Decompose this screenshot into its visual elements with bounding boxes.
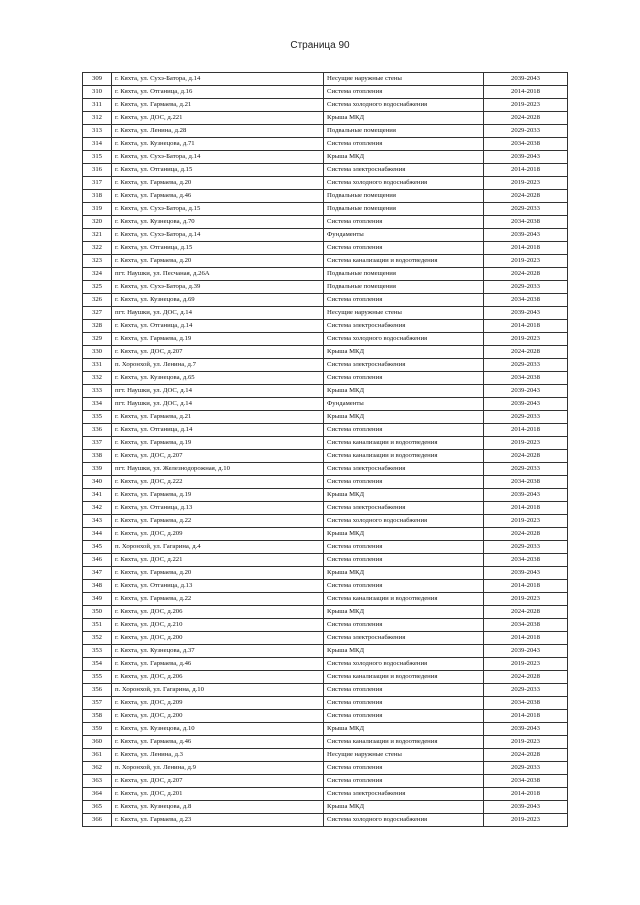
address-cell: г. Кяхта, ул. Гармаева, д.19 (112, 489, 324, 502)
table-row (83, 294, 568, 307)
row-number-cell: 362 (83, 762, 112, 775)
address-cell: пгт. Наушки, ул. ДОС, д.14 (112, 385, 324, 398)
structural-element-cell: Система электроснабжения (324, 320, 484, 333)
address-cell: г. Кяхта, ул. Кузнецова, д.71 (112, 138, 324, 151)
address-cell: г. Кяхта, ул. Гармаева, д.19 (112, 437, 324, 450)
repair-period-cell: 2014-2018 (484, 580, 568, 593)
table-row (83, 593, 568, 606)
repair-period-cell: 2014-2018 (484, 632, 568, 645)
page-title: Страница 90 (290, 40, 350, 51)
repair-period-cell: 2019-2023 (484, 333, 568, 346)
row-number-cell: 333 (83, 385, 112, 398)
structural-element-cell: Система отопления (324, 424, 484, 437)
row-number-cell: 318 (83, 190, 112, 203)
structural-element-cell: Система отопления (324, 775, 484, 788)
structural-element-cell: Система отопления (324, 86, 484, 99)
row-number-cell: 335 (83, 411, 112, 424)
row-number-cell: 325 (83, 281, 112, 294)
table-row (83, 229, 568, 242)
address-cell: г. Кяхта, ул. Гармаева, д.22 (112, 515, 324, 528)
row-number-cell: 337 (83, 437, 112, 450)
row-number-cell: 355 (83, 671, 112, 684)
address-cell: г. Кяхта, ул. ДОС, д.207 (112, 775, 324, 788)
table-row (83, 788, 568, 801)
address-cell: г. Кяхта, ул. Кузнецова, д.37 (112, 645, 324, 658)
address-cell: п. Хоронхой, ул. Гагарина, д.10 (112, 684, 324, 697)
table-row (83, 671, 568, 684)
row-number-cell: 359 (83, 723, 112, 736)
structural-element-cell: Система холодного водоснабжения (324, 333, 484, 346)
row-number-cell: 345 (83, 541, 112, 554)
repair-period-cell: 2019-2023 (484, 437, 568, 450)
structural-element-cell: Подвальные помещения (324, 268, 484, 281)
structural-element-cell: Система канализации и водоотведения (324, 593, 484, 606)
table-row (83, 619, 568, 632)
repair-period-cell: 2024-2028 (484, 346, 568, 359)
structural-element-cell: Система канализации и водоотведения (324, 736, 484, 749)
row-number-cell: 353 (83, 645, 112, 658)
address-cell: г. Кяхта, ул. ДОС, д.201 (112, 788, 324, 801)
address-cell: г. Кяхта, ул. Гармаева, д.46 (112, 736, 324, 749)
structural-element-cell: Система холодного водоснабжения (324, 814, 484, 827)
table-row (83, 99, 568, 112)
address-cell: г. Кяхта, ул. ДОС, д.209 (112, 528, 324, 541)
structural-element-cell: Система отопления (324, 762, 484, 775)
structural-element-cell: Система канализации и водоотведения (324, 671, 484, 684)
structural-element-cell: Система холодного водоснабжения (324, 99, 484, 112)
repair-period-cell: 2034-2038 (484, 554, 568, 567)
table-row (83, 307, 568, 320)
address-cell: г. Кяхта, ул. ДОС, д.207 (112, 450, 324, 463)
structural-element-cell: Система отопления (324, 138, 484, 151)
structural-element-cell: Крыша МКД (324, 723, 484, 736)
repair-period-cell: 2039-2043 (484, 151, 568, 164)
table-row (83, 398, 568, 411)
row-number-cell: 366 (83, 814, 112, 827)
row-number-cell: 338 (83, 450, 112, 463)
table-row (83, 151, 568, 164)
repair-period-cell: 2024-2028 (484, 112, 568, 125)
table-row (83, 489, 568, 502)
repair-period-cell: 2024-2028 (484, 528, 568, 541)
address-cell: п. Хоронхой, ул. Ленина, д.7 (112, 359, 324, 372)
table-row (83, 242, 568, 255)
address-cell: г. Кяхта, ул. ДОС, д.210 (112, 619, 324, 632)
address-cell: г. Кяхта, ул. Гармаева, д.21 (112, 99, 324, 112)
table-row (83, 372, 568, 385)
repair-period-cell: 2034-2038 (484, 476, 568, 489)
address-cell: г. Кяхта, ул. Гармаева, д.20 (112, 255, 324, 268)
repair-period-cell: 2029-2033 (484, 281, 568, 294)
structural-element-cell: Крыша МКД (324, 112, 484, 125)
address-cell: г. Кяхта, ул. ДОС, д.209 (112, 697, 324, 710)
address-cell: г. Кяхта, ул. Отганица, д.14 (112, 320, 324, 333)
address-cell: г. Кяхта, ул. Отганица, д.16 (112, 86, 324, 99)
row-number-cell: 354 (83, 658, 112, 671)
repair-period-cell: 2014-2018 (484, 788, 568, 801)
table-row (83, 775, 568, 788)
row-number-cell: 361 (83, 749, 112, 762)
table-row (83, 125, 568, 138)
structural-element-cell: Крыша МКД (324, 606, 484, 619)
table-row (83, 359, 568, 372)
repair-period-cell: 2024-2028 (484, 606, 568, 619)
table-row (83, 268, 568, 281)
repair-period-cell: 2024-2028 (484, 190, 568, 203)
structural-element-cell: Система отопления (324, 580, 484, 593)
table-row (83, 762, 568, 775)
row-number-cell: 350 (83, 606, 112, 619)
address-cell: г. Кяхта, ул. Кузнецова, д.70 (112, 216, 324, 229)
structural-element-cell: Система отопления (324, 684, 484, 697)
address-cell: г. Кяхта, ул. Гармаева, д.46 (112, 658, 324, 671)
structural-element-cell: Несущие наружные стены (324, 73, 484, 86)
address-cell: п. Хоронхой, ул. Гагарина, д.4 (112, 541, 324, 554)
row-number-cell: 313 (83, 125, 112, 138)
structural-element-cell: Несущие наружные стены (324, 307, 484, 320)
structural-element-cell: Система отопления (324, 697, 484, 710)
repair-period-cell: 2019-2023 (484, 593, 568, 606)
table-row (83, 684, 568, 697)
repair-period-cell: 2014-2018 (484, 710, 568, 723)
table-row (83, 281, 568, 294)
structural-element-cell: Система холодного водоснабжения (324, 515, 484, 528)
address-cell: г. Кяхта, ул. ДОС, д.206 (112, 671, 324, 684)
address-cell: п. Хоронхой, ул. Ленина, д.9 (112, 762, 324, 775)
repair-period-cell: 2039-2043 (484, 398, 568, 411)
table-row (83, 814, 568, 827)
repair-period-cell: 2029-2033 (484, 411, 568, 424)
address-cell: г. Кяхта, ул. Отганица, д.13 (112, 502, 324, 515)
structural-element-cell: Крыша МКД (324, 528, 484, 541)
structural-element-cell: Крыша МКД (324, 411, 484, 424)
table-row (83, 216, 568, 229)
table-row (83, 541, 568, 554)
row-number-cell: 341 (83, 489, 112, 502)
repair-period-cell: 2019-2023 (484, 736, 568, 749)
structural-element-cell: Система электроснабжения (324, 359, 484, 372)
structural-element-cell: Система электроснабжения (324, 502, 484, 515)
repair-period-cell: 2039-2043 (484, 723, 568, 736)
address-cell: г. Кяхта, ул. Кузнецова, д.65 (112, 372, 324, 385)
repair-period-cell: 2014-2018 (484, 242, 568, 255)
registry-table (82, 72, 568, 827)
row-number-cell: 358 (83, 710, 112, 723)
address-cell: г. Кяхта, ул. Гармаева, д.21 (112, 411, 324, 424)
structural-element-cell: Система отопления (324, 294, 484, 307)
registry-table-body (83, 73, 568, 827)
table-row (83, 567, 568, 580)
repair-period-cell: 2024-2028 (484, 749, 568, 762)
table-row (83, 73, 568, 86)
row-number-cell: 357 (83, 697, 112, 710)
repair-period-cell: 2014-2018 (484, 502, 568, 515)
structural-element-cell: Несущие наружные стены (324, 749, 484, 762)
repair-period-cell: 2024-2028 (484, 450, 568, 463)
row-number-cell: 314 (83, 138, 112, 151)
row-number-cell: 324 (83, 268, 112, 281)
row-number-cell: 321 (83, 229, 112, 242)
repair-period-cell: 2034-2038 (484, 697, 568, 710)
structural-element-cell: Система электроснабжения (324, 788, 484, 801)
table-row (83, 697, 568, 710)
table-row (83, 385, 568, 398)
structural-element-cell: Крыша МКД (324, 567, 484, 580)
row-number-cell: 339 (83, 463, 112, 476)
table-row (83, 333, 568, 346)
row-number-cell: 342 (83, 502, 112, 515)
table-row (83, 580, 568, 593)
row-number-cell: 312 (83, 112, 112, 125)
structural-element-cell: Система отопления (324, 476, 484, 489)
address-cell: г. Кяхта, ул. Ленина, д.3 (112, 749, 324, 762)
address-cell: г. Кяхта, ул. Гармаева, д.23 (112, 814, 324, 827)
table-row (83, 528, 568, 541)
table-row (83, 723, 568, 736)
table-row (83, 476, 568, 489)
structural-element-cell: Крыша МКД (324, 645, 484, 658)
table-row (83, 411, 568, 424)
table-row (83, 606, 568, 619)
repair-period-cell: 2029-2033 (484, 203, 568, 216)
table-row (83, 450, 568, 463)
row-number-cell: 329 (83, 333, 112, 346)
address-cell: г. Кяхта, ул. ДОС, д.200 (112, 710, 324, 723)
address-cell: г. Кяхта, ул. ДОС, д.221 (112, 112, 324, 125)
repair-period-cell: 2039-2043 (484, 229, 568, 242)
repair-period-cell: 2014-2018 (484, 164, 568, 177)
row-number-cell: 322 (83, 242, 112, 255)
address-cell: г. Кяхта, ул. Отганица, д.14 (112, 424, 324, 437)
repair-period-cell: 2029-2033 (484, 359, 568, 372)
address-cell: г. Кяхта, ул. Гармаева, д.20 (112, 567, 324, 580)
structural-element-cell: Крыша МКД (324, 489, 484, 502)
repair-period-cell: 2034-2038 (484, 775, 568, 788)
repair-period-cell: 2034-2038 (484, 138, 568, 151)
row-number-cell: 309 (83, 73, 112, 86)
address-cell: г. Кяхта, ул. Гармаева, д.20 (112, 177, 324, 190)
repair-period-cell: 2024-2028 (484, 671, 568, 684)
address-cell: г. Кяхта, ул. Кузнецова, д.10 (112, 723, 324, 736)
table-row (83, 177, 568, 190)
structural-element-cell: Система канализации и водоотведения (324, 437, 484, 450)
table-row (83, 658, 568, 671)
structural-element-cell: Крыша МКД (324, 385, 484, 398)
address-cell: г. Кяхта, ул. Сухэ-Батора, д.14 (112, 151, 324, 164)
table-row (83, 710, 568, 723)
table-row (83, 138, 568, 151)
structural-element-cell: Система отопления (324, 554, 484, 567)
repair-period-cell: 2039-2043 (484, 73, 568, 86)
structural-element-cell: Система отопления (324, 372, 484, 385)
table-row (83, 164, 568, 177)
address-cell: г. Кяхта, ул. ДОС, д.206 (112, 606, 324, 619)
repair-period-cell: 2029-2033 (484, 125, 568, 138)
repair-period-cell: 2034-2038 (484, 294, 568, 307)
table-row (83, 645, 568, 658)
row-number-cell: 356 (83, 684, 112, 697)
address-cell: г. Кяхта, ул. ДОС, д.222 (112, 476, 324, 489)
row-number-cell: 360 (83, 736, 112, 749)
structural-element-cell: Подвальные помещения (324, 125, 484, 138)
row-number-cell: 332 (83, 372, 112, 385)
structural-element-cell: Подвальные помещения (324, 281, 484, 294)
row-number-cell: 319 (83, 203, 112, 216)
repair-period-cell: 2039-2043 (484, 567, 568, 580)
address-cell: г. Кяхта, ул. Сухэ-Батора, д.14 (112, 73, 324, 86)
structural-element-cell: Система отопления (324, 619, 484, 632)
row-number-cell: 334 (83, 398, 112, 411)
address-cell: г. Кяхта, ул. Кузнецова, д.69 (112, 294, 324, 307)
address-cell: г. Кяхта, ул. Сухэ-Батора, д.15 (112, 203, 324, 216)
address-cell: г. Кяхта, ул. Гармаева, д.22 (112, 593, 324, 606)
repair-period-cell: 2014-2018 (484, 320, 568, 333)
repair-period-cell: 2029-2033 (484, 541, 568, 554)
repair-period-cell: 2039-2043 (484, 489, 568, 502)
repair-period-cell: 2039-2043 (484, 307, 568, 320)
structural-element-cell: Система электроснабжения (324, 632, 484, 645)
structural-element-cell: Крыша МКД (324, 151, 484, 164)
row-number-cell: 331 (83, 359, 112, 372)
row-number-cell: 347 (83, 567, 112, 580)
table-row (83, 463, 568, 476)
row-number-cell: 326 (83, 294, 112, 307)
row-number-cell: 317 (83, 177, 112, 190)
table-row (83, 502, 568, 515)
row-number-cell: 365 (83, 801, 112, 814)
repair-period-cell: 2019-2023 (484, 255, 568, 268)
table-row (83, 112, 568, 125)
table-row (83, 736, 568, 749)
repair-period-cell: 2014-2018 (484, 424, 568, 437)
address-cell: г. Кяхта, ул. Отганица, д.13 (112, 580, 324, 593)
row-number-cell: 340 (83, 476, 112, 489)
repair-period-cell: 2019-2023 (484, 515, 568, 528)
repair-period-cell: 2039-2043 (484, 801, 568, 814)
address-cell: г. Кяхта, ул. Гармаева, д.19 (112, 333, 324, 346)
table-row (83, 86, 568, 99)
address-cell: пгт. Наушки, ул. ДОС, д.14 (112, 398, 324, 411)
structural-element-cell: Система отопления (324, 242, 484, 255)
repair-period-cell: 2029-2033 (484, 762, 568, 775)
table-row (83, 424, 568, 437)
row-number-cell: 330 (83, 346, 112, 359)
row-number-cell: 343 (83, 515, 112, 528)
table-row (83, 749, 568, 762)
repair-period-cell: 2029-2033 (484, 684, 568, 697)
row-number-cell: 346 (83, 554, 112, 567)
row-number-cell: 349 (83, 593, 112, 606)
row-number-cell: 320 (83, 216, 112, 229)
repair-period-cell: 2019-2023 (484, 99, 568, 112)
structural-element-cell: Система отопления (324, 541, 484, 554)
row-number-cell: 315 (83, 151, 112, 164)
address-cell: г. Кяхта, ул. Отганица, д.15 (112, 242, 324, 255)
address-cell: г. Кяхта, ул. Гармаева, д.46 (112, 190, 324, 203)
structural-element-cell: Фундаменты (324, 229, 484, 242)
table-row (83, 255, 568, 268)
row-number-cell: 364 (83, 788, 112, 801)
row-number-cell: 344 (83, 528, 112, 541)
repair-period-cell: 2039-2043 (484, 645, 568, 658)
row-number-cell: 327 (83, 307, 112, 320)
structural-element-cell: Система отопления (324, 216, 484, 229)
table-row (83, 437, 568, 450)
table-row (83, 320, 568, 333)
table-row (83, 632, 568, 645)
structural-element-cell: Фундаменты (324, 398, 484, 411)
repair-period-cell: 2019-2023 (484, 658, 568, 671)
repair-period-cell: 2034-2038 (484, 619, 568, 632)
structural-element-cell: Система холодного водоснабжения (324, 177, 484, 190)
row-number-cell: 316 (83, 164, 112, 177)
repair-period-cell: 2039-2043 (484, 385, 568, 398)
address-cell: пгт. Наушки, ул. Железнодорожная, д.10 (112, 463, 324, 476)
row-number-cell: 323 (83, 255, 112, 268)
structural-element-cell: Система электроснабжения (324, 463, 484, 476)
structural-element-cell: Система канализации и водоотведения (324, 450, 484, 463)
address-cell: пгт. Наушки, ул. ДОС, д.14 (112, 307, 324, 320)
structural-element-cell: Система холодного водоснабжения (324, 658, 484, 671)
address-cell: г. Кяхта, ул. Ленина, д.28 (112, 125, 324, 138)
table-row (83, 203, 568, 216)
address-cell: г. Кяхта, ул. ДОС, д.200 (112, 632, 324, 645)
address-cell: пгт. Наушки, ул. Песчаная, д.26А (112, 268, 324, 281)
repair-period-cell: 2019-2023 (484, 814, 568, 827)
address-cell: г. Кяхта, ул. Кузнецова, д.8 (112, 801, 324, 814)
table-row (83, 190, 568, 203)
table-row (83, 554, 568, 567)
row-number-cell: 352 (83, 632, 112, 645)
row-number-cell: 363 (83, 775, 112, 788)
address-cell: г. Кяхта, ул. ДОС, д.221 (112, 554, 324, 567)
row-number-cell: 328 (83, 320, 112, 333)
table-row (83, 515, 568, 528)
row-number-cell: 336 (83, 424, 112, 437)
address-cell: г. Кяхта, ул. Сухэ-Батора, д.39 (112, 281, 324, 294)
repair-period-cell: 2029-2033 (484, 463, 568, 476)
structural-element-cell: Подвальные помещения (324, 190, 484, 203)
address-cell: г. Кяхта, ул. ДОС, д.207 (112, 346, 324, 359)
row-number-cell: 310 (83, 86, 112, 99)
structural-element-cell: Подвальные помещения (324, 203, 484, 216)
structural-element-cell: Крыша МКД (324, 346, 484, 359)
row-number-cell: 348 (83, 580, 112, 593)
address-cell: г. Кяхта, ул. Отганица, д.15 (112, 164, 324, 177)
structural-element-cell: Система отопления (324, 710, 484, 723)
table-row (83, 801, 568, 814)
structural-element-cell: Крыша МКД (324, 801, 484, 814)
repair-period-cell: 2019-2023 (484, 177, 568, 190)
address-cell: г. Кяхта, ул. Сухэ-Батора, д.14 (112, 229, 324, 242)
structural-element-cell: Система канализации и водоотведения (324, 255, 484, 268)
row-number-cell: 311 (83, 99, 112, 112)
repair-period-cell: 2024-2028 (484, 268, 568, 281)
structural-element-cell: Система электроснабжения (324, 164, 484, 177)
table-row (83, 346, 568, 359)
repair-period-cell: 2014-2018 (484, 86, 568, 99)
row-number-cell: 351 (83, 619, 112, 632)
repair-period-cell: 2034-2038 (484, 372, 568, 385)
repair-period-cell: 2034-2038 (484, 216, 568, 229)
